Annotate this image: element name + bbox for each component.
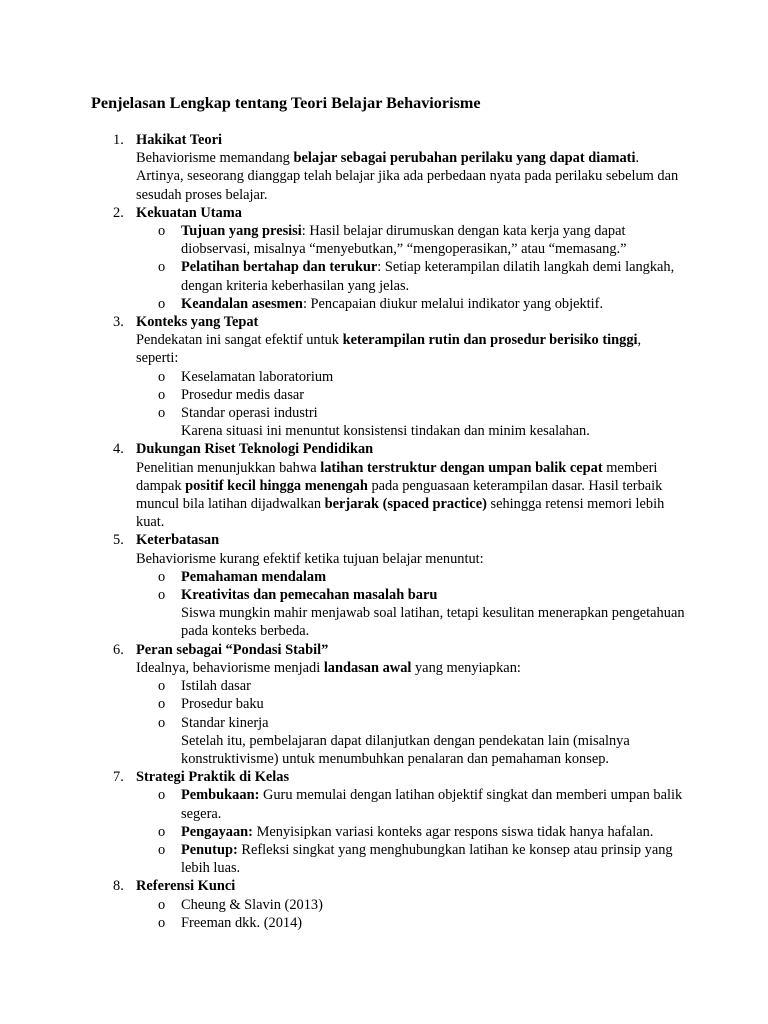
body-text: Behaviorisme memandang [136,150,294,167]
item-emphasis: Kreativitas dan pemecahan masalah baru [181,587,438,604]
body-text: memberi dampak [136,459,658,494]
list-item [136,386,686,404]
list-item [136,258,686,294]
bullet-marker: o [158,896,166,913]
body-text: Pendekatan ini sangat efektif untuk [136,332,343,349]
section-title: Strategi Praktik di Kelas [136,769,290,786]
section-referensi-kunci [0,877,686,932]
list-item [136,714,686,732]
body-text: . Artinya, seseorang dianggap telah belajar jika ada perbedaan nyata pada perilaku sebelum dan sesudah proses belajar. [136,150,679,203]
list-item [136,404,686,422]
sub-list [136,568,686,604]
item-text: Guru memulai dengan latihan objektif singkat dan memberi umpan balik segera. [181,787,683,822]
item-emphasis: Pemahaman mendalam [181,568,327,585]
section-dukungan-riset [0,440,686,531]
body-text: , seperti: [136,332,642,367]
list-item [136,368,686,386]
section-pondasi-stabil [0,641,686,768]
item-text: Prosedur medis dasar [181,386,305,403]
list-item [136,677,686,695]
section-body [136,331,686,367]
section-title: Referensi Kunci [136,878,236,895]
document-title: Penjelasan Lengkap tentang Teori Belajar Behaviorisme [91,94,481,112]
list-item [136,841,686,877]
section-strategi-praktik [0,768,686,877]
body-text: Penelitian menunjukkan bahwa [136,459,321,476]
item-emphasis: Pelatihan bertahap dan terukur [181,259,378,276]
item-text: Freeman dkk. (2014) [181,914,303,931]
bullet-marker: o [158,914,166,931]
body-text: Idealnya, behaviorisme menjadi [136,659,324,676]
item-text: Standar kinerja [181,714,269,731]
section-number: 5. [113,532,124,549]
body-emphasis: berjarak (spaced practice) [324,496,487,513]
list-item [136,914,686,932]
list-item [136,586,686,604]
list-item [136,295,686,313]
item-text: : Hasil belajar dirumuskan dengan kata kerja yang dapat diobservasi, misalnya “menyebutkan,” “mengoperasikan,” atau “memasang.” [181,223,627,258]
body-text: sehingga retensi memori lebih kuat. [136,496,665,531]
section-title: Keterbatasan [136,532,220,549]
item-text: Istilah dasar [181,678,251,695]
body-emphasis: latihan terstruktur dengan umpan balik cepat [320,459,603,476]
sub-list [136,677,686,732]
item-text: : Pencapaian diukur melalui indikator yang objektif. [302,295,604,312]
item-text: Standar operasi industri [181,405,318,422]
section-body: Behaviorisme kurang efektif ketika tujuan belajar menuntut: [136,550,484,567]
item-text: Cheung & Slavin (2013) [181,896,323,913]
section-kekuatan-utama [0,204,686,313]
list-item [136,823,686,841]
body-text: pada penguasaan keterampilan dasar. Hasil terbaik muncul bila latihan dijadwalkan [136,477,663,513]
section-list [0,131,768,932]
body-emphasis: landasan awal [323,659,412,676]
sub-list [136,896,686,932]
section-title: Hakikat Teori [136,132,222,148]
section-konteks-yang-tepat [0,313,686,440]
section-title: Dukungan Riset Teknologi Pendidikan [136,441,374,458]
bullet-marker: o [158,696,166,713]
section-number: 7. [113,769,124,786]
body-emphasis: belajar sebagai perubahan perilaku yang dapat diamati [293,150,636,167]
section-body [136,659,686,677]
item-emphasis: Penutup: [181,841,238,858]
section-title: Peran sebagai “Pondasi Stabil” [136,641,329,658]
section-number: 4. [113,441,124,458]
section-number: 8. [113,878,124,895]
body-emphasis: keterampilan rutin dan prosedur berisiko tinggi [342,332,638,349]
list-item [136,786,686,822]
body-text: yang menyiapkan: [411,659,521,676]
bullet-marker: o [158,568,166,585]
item-text: Menyisipkan variasi konteks agar respons siswa tidak hanya hafalan. [252,823,654,840]
body-emphasis: positif kecil hingga menengah [185,477,368,494]
bullet-marker: o [158,587,166,604]
bullet-marker: o [158,405,166,422]
section-title: Konteks yang Tepat [136,314,259,331]
bullet-marker: o [158,368,166,385]
sub-list [136,222,686,313]
item-emphasis: Pembukaan: [181,787,260,804]
bullet-marker: o [158,223,166,240]
list-item [136,568,686,586]
item-emphasis: Keandalan asesmen [181,295,303,312]
bullet-marker: o [158,841,166,858]
section-note: Siswa mungkin mahir menjawab soal latihan, tetapi kesulitan menerapkan pengetahuan pada konteks berbeda. [181,605,685,640]
section-number: 6. [113,641,124,658]
bullet-marker: o [158,714,166,731]
section-keterbatasan [0,531,686,640]
list-item [136,222,686,258]
section-number: 1. [113,132,124,148]
section-note: Setelah itu, pembelajaran dapat dilanjutkan dengan pendekatan lain (misalnya konstruktivisme) untuk menumbuhkan penalaran dan pemahaman konsep. [181,732,630,767]
item-text: : Setiap keterampilan dilatih langkah demi langkah, dengan kriteria keberhasilan yang jelas. [181,259,675,294]
item-text: Prosedur baku [181,696,264,713]
section-title: Kekuatan Utama [136,204,242,221]
section-hakikat-teori [0,131,686,204]
section-number: 3. [113,314,124,331]
section-number: 2. [113,204,124,221]
list-item [136,695,686,713]
item-emphasis: Tujuan yang presisi [181,223,302,240]
bullet-marker: o [158,678,166,695]
item-text: Refleksi singkat yang menghubungkan latihan ke konsep atau prinsip yang lebih luas. [181,841,673,877]
bullet-marker: o [158,823,166,840]
list-item [136,896,686,914]
section-note: Karena situasi ini menuntut konsistensi tindakan dan minim kesalahan. [181,423,590,440]
section-body [136,149,686,204]
bullet-marker: o [158,259,166,276]
bullet-marker: o [158,295,166,312]
bullet-marker: o [158,787,166,804]
bullet-marker: o [158,386,166,403]
item-text: Keselamatan laboratorium [181,368,334,385]
item-emphasis: Pengayaan: [181,823,253,840]
sub-list [136,368,686,423]
sub-list [136,786,686,877]
section-body [136,459,686,532]
